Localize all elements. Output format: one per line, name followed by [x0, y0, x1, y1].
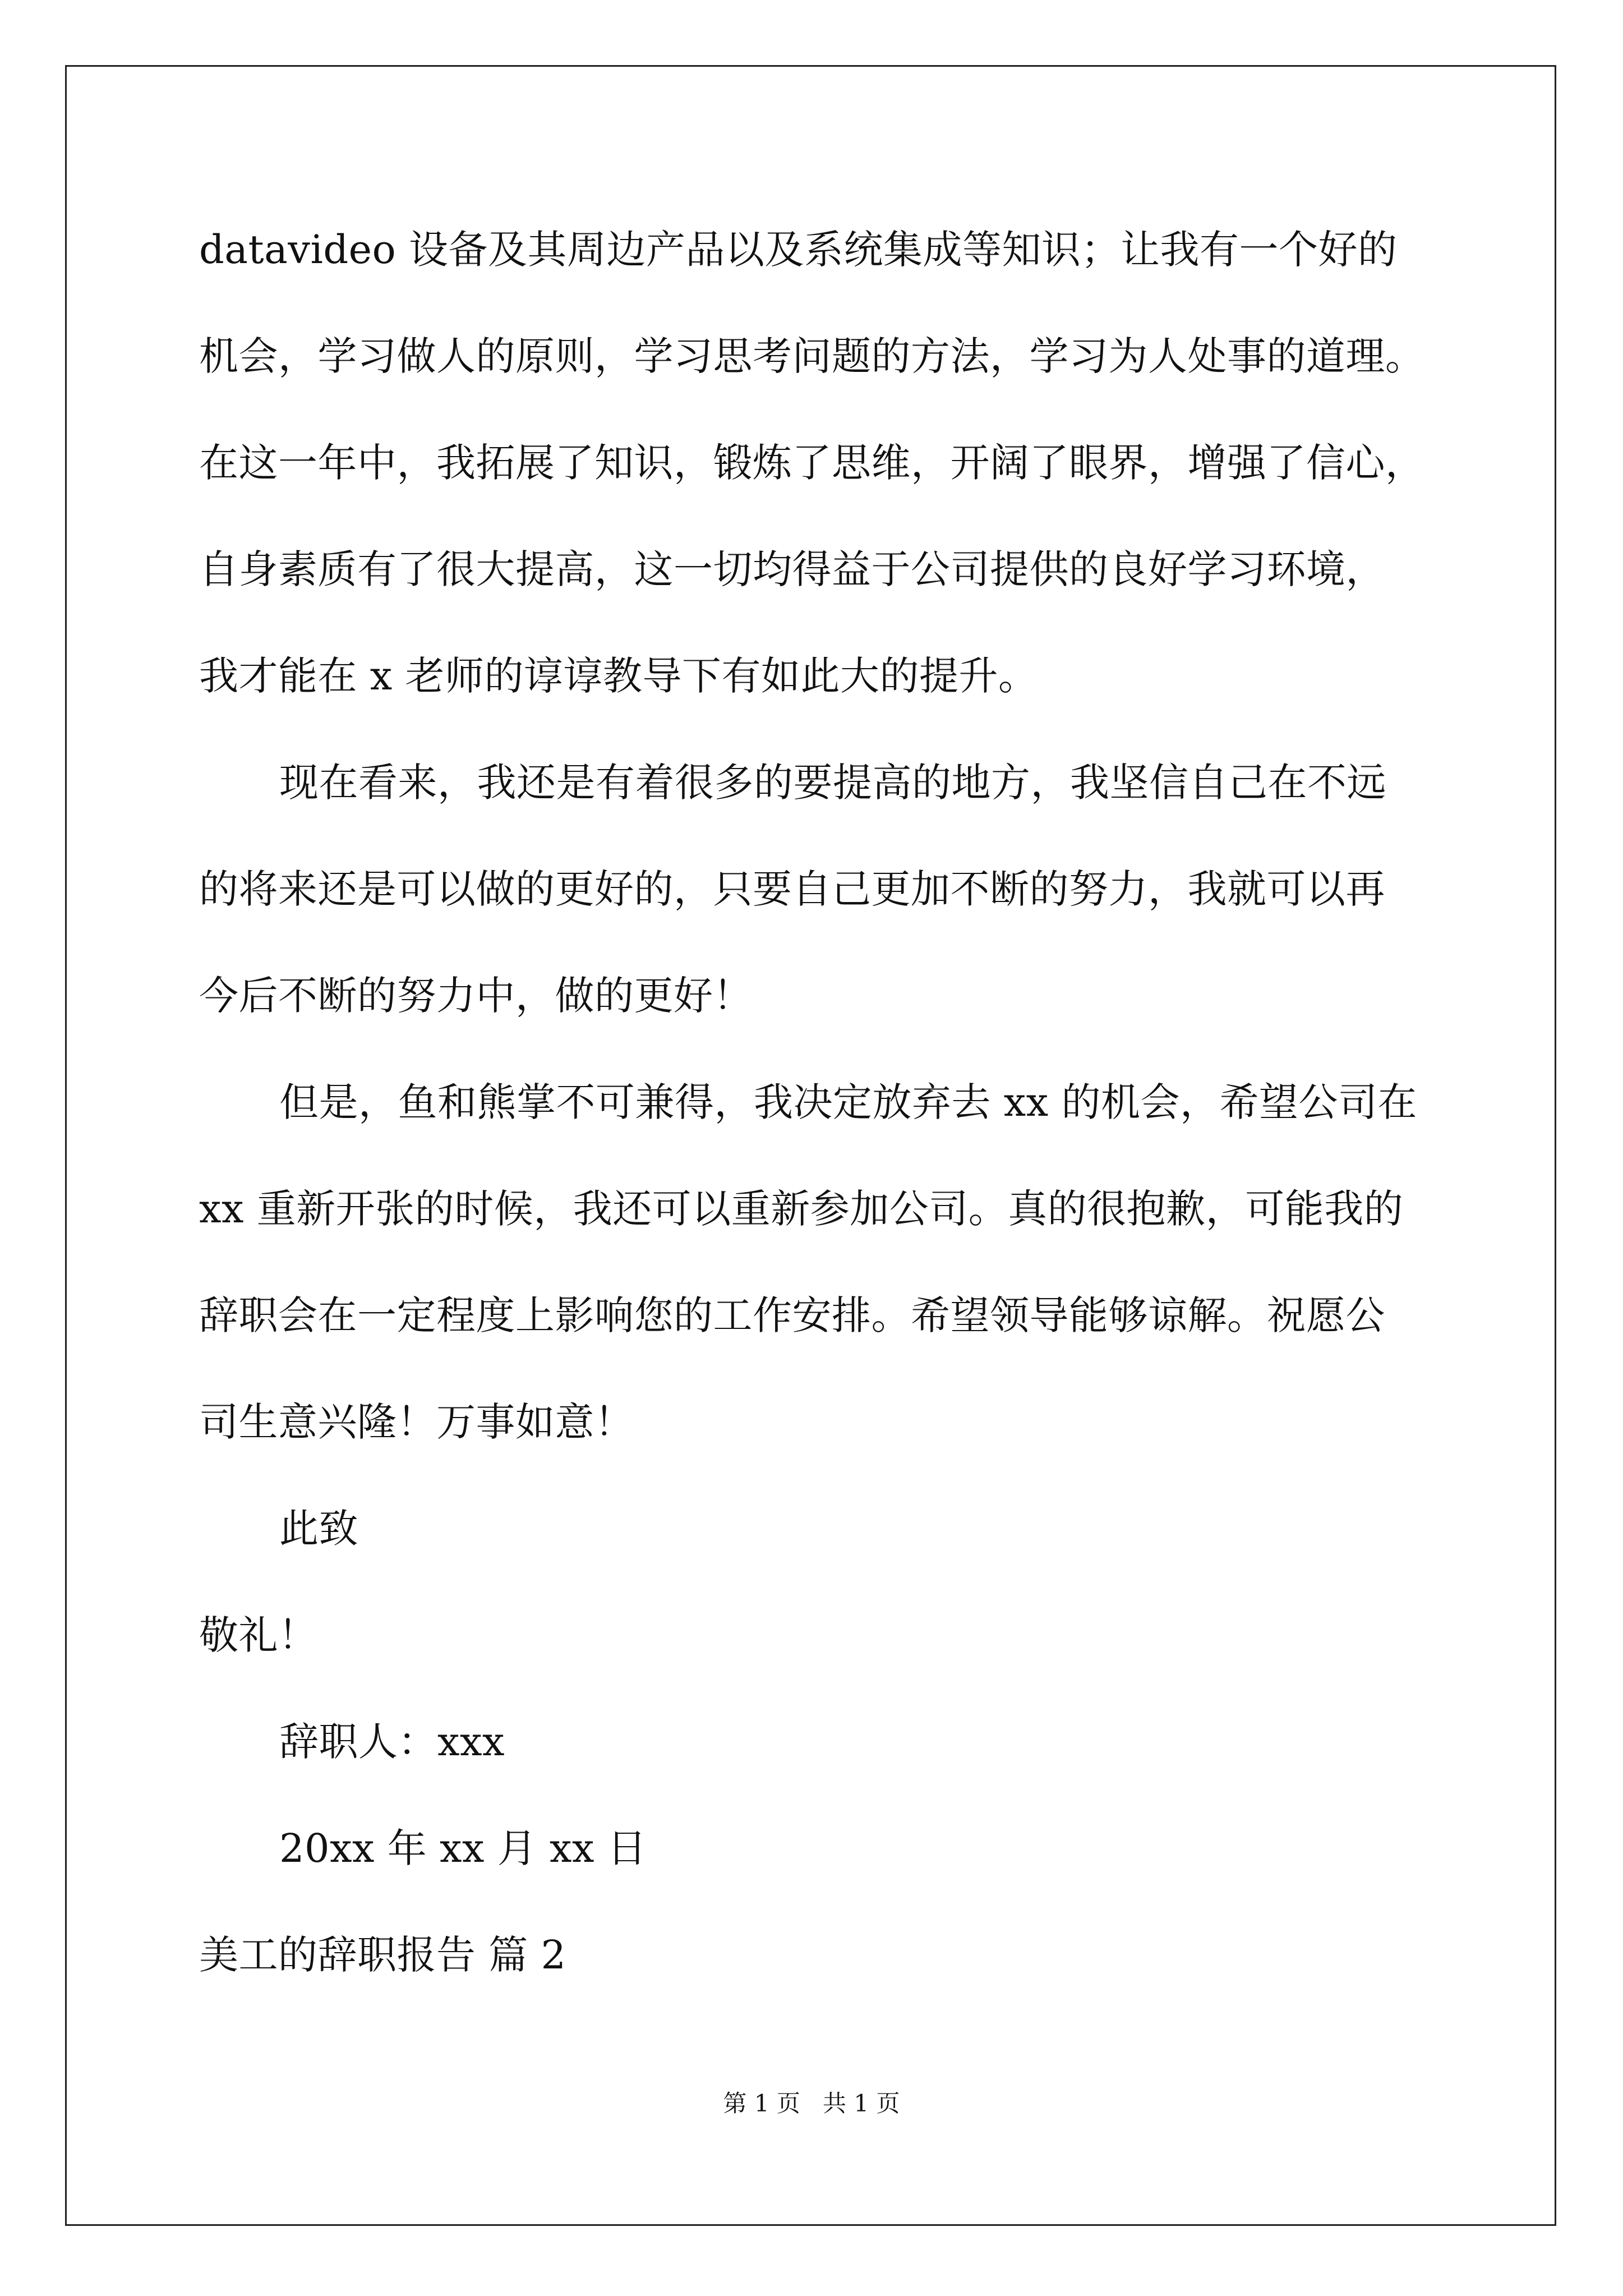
text-line: datavideo 设备及其周边产品以及系统集成等知识；让我有一个好的	[199, 227, 1398, 273]
text-line: 自身素质有了很大提高，这一切均得益于公司提供的良好学习环境，	[199, 546, 1385, 592]
text-line: 在这一年中，我拓展了知识，锻炼了思维，开阔了眼界，增强了信心，	[199, 440, 1425, 486]
signature-line: 辞职人：xxx	[279, 1719, 505, 1765]
text-line: 辞职会在一定程度上影响您的工作安排。希望领导能够谅解。祝愿公	[199, 1292, 1385, 1338]
section-heading: 美工的辞职报告 篇 2	[199, 1932, 566, 1978]
closing-salutation: 此致	[279, 1506, 358, 1552]
text-line: 司生意兴隆！万事如意！	[199, 1399, 634, 1445]
date-line: 20xx 年 xx 月 xx 日	[279, 1825, 647, 1871]
text-line: xx 重新开张的时候，我还可以重新参加公司。真的很抱歉，可能我的	[199, 1186, 1404, 1232]
closing-regards: 敬礼！	[199, 1612, 318, 1658]
page-border	[65, 65, 1556, 2226]
text-line: 今后不断的努力中，做的更好！	[199, 973, 753, 1019]
page-footer: 第 1 页 共 1 页	[723, 2090, 900, 2117]
text-line: 机会，学习做人的原则，学习思考问题的方法，学习为人处事的道理。	[199, 333, 1425, 379]
paragraph-start-line: 现在看来，我还是有着很多的要提高的地方，我坚信自己在不远	[279, 760, 1386, 806]
paragraph-start-line: 但是，鱼和熊掌不可兼得，我决定放弃去 xx 的机会，希望公司在	[279, 1079, 1417, 1125]
text-line: 的将来还是可以做的更好的，只要自己更加不断的努力，我就可以再	[199, 866, 1385, 912]
text-line: 我才能在 x 老师的谆谆教导下有如此大的提升。	[199, 653, 1038, 699]
